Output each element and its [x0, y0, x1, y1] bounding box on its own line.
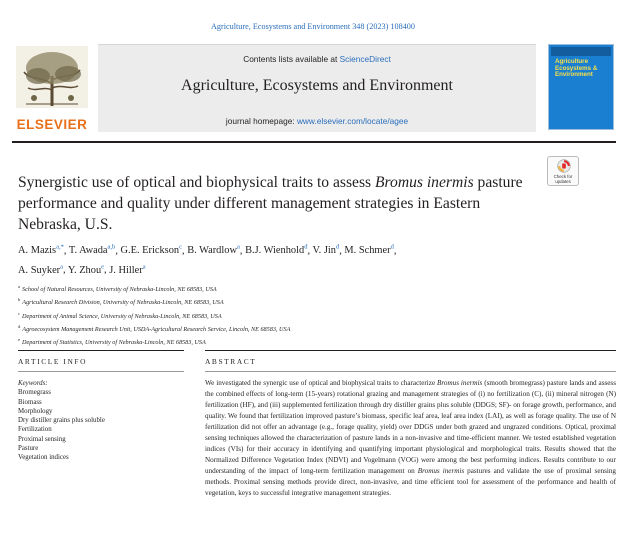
elsevier-tree-icon — [16, 46, 88, 108]
check-for-updates-button[interactable] — [547, 156, 579, 186]
article-title — [18, 172, 528, 235]
check-updates-label: Check for updates — [553, 174, 573, 184]
abstract-heading: ABSTRACT — [205, 357, 257, 366]
article-info-rule — [18, 371, 184, 372]
header-rule — [12, 141, 616, 143]
sciencedirect-link[interactable]: ScienceDirect — [339, 54, 391, 64]
author-list: A. Mazis$^{a,*}$, T. Awada$^{a,b}$, G.E. Erickson$^c$, B. Wardlow$^a$, B.J. Wienhold$^d$, V. Jin$^d$, M. Schmer$^d$, A. Suyker$^a$, Y. Zhou$^e$, J. Hiller$^a$ — [18, 244, 397, 276]
homepage-line — [98, 116, 536, 126]
cover-band — [551, 47, 611, 56]
affiliation: $^a$ School of Natural Resources, University of Nebraska-Lincoln, NE 68583, USA — [18, 284, 217, 294]
title-part-1: Synergistic use of optical and biophysical traits to assess — [18, 174, 376, 191]
article-info-heading: ARTICLE INFO — [18, 357, 88, 366]
keyword: Biomass — [18, 398, 42, 406]
check-updates-icon — [557, 159, 571, 173]
author[interactable]: A. Mazis$^{a,*}$ — [18, 244, 64, 257]
contents-line — [98, 54, 536, 64]
keyword: Vegetation indices — [18, 454, 69, 462]
abstract-top-rule — [205, 350, 616, 351]
author[interactable]: B.J. Wienhold$^d$ — [245, 244, 308, 257]
affiliation-list — [18, 282, 578, 349]
author[interactable]: G.E. Erickson$^c$ — [120, 244, 182, 257]
author[interactable]: B. Wardlow$^a$ — [187, 244, 240, 257]
keyword: Bromegrass — [18, 389, 51, 397]
author[interactable]: A. Suyker$^a$ — [18, 263, 64, 276]
author[interactable]: V. Jin$^d$ — [312, 244, 340, 257]
affiliation: $^c$ Department of Animal Science, University of Nebraska-Lincoln, NE 68583, USA — [18, 310, 222, 320]
author[interactable]: T. Awada$^{a,b}$ — [68, 244, 116, 257]
elsevier-logo — [12, 44, 92, 132]
journal-masthead — [98, 44, 536, 132]
author[interactable]: J. Hiller$^a$ — [109, 263, 146, 276]
title-part-2: pasture performance and quality under different management strategies in Eastern Nebraska, U.S. — [18, 174, 523, 233]
article-info-top-rule — [18, 350, 184, 351]
homepage-link[interactable]: www.elsevier.com/locate/agee — [296, 116, 409, 126]
journal-citation[interactable]: Agriculture, Ecosystems and Environment 348 (2023) 108400 — [211, 22, 415, 31]
keyword: Proximal sensing — [18, 435, 66, 443]
author[interactable]: M. Schmer$^d$ — [344, 244, 394, 257]
author[interactable]: Y. Zhou$^e$ — [67, 263, 105, 276]
keyword: Fertilization — [18, 426, 52, 434]
abstract-rule — [205, 371, 616, 372]
affiliation: $^d$ Agroecosystem Management Research Unit, USDA-Agricultural Research Service, Lincoln, NE 68583, USA — [18, 324, 291, 334]
title-species: Bromus inermis — [375, 174, 474, 191]
abstract-text: We investigated the synergic use of optical and biophysical traits to characterize Bromus inermis (smooth bromegrass) pasture lands and assess the combined effects of long-term (15-years) rotational grazing and management strategies of (i) no fertilization (C), (ii) mineral nitrogen (N) fertilization (HF), and (iii) supplemented fertilization through dry distiller grains plus soluble (DDGS; SF)- on forage growth, performance, and quality. We found that fertilization improved pasture’s biomass, specific leaf area, leaf area index (LAI), as well as forage quality. The use of N fertilization did not offer an advantage (e.g., forage quality, yield) over DDGS under both grazed and ungrazed conditions. Optical, proximal sensing techniques allowed the characterization of pasture lands in a non-invasive and time-efficient manner. We tested established vegetation indices (VIs) for their accuracy in identifying and quantifying important physiological and morphological traits. Results showed that the Normalized Difference Vegetation Index (NDVI) and Vogelmann (VOG) were among the best performing indices. Results contribute to our understanding of the impact of long-term fertilization management on Bromus inermis pastures and validate the use of proximal sensing methods. Proximal sensing methods provide direct, non-invasive, and time efficient tool for assessment of the performance and health of vegetation, keys to successful integrative management strategies. — [205, 379, 616, 498]
contents-prefix: Contents lists available at — [243, 54, 340, 64]
cover-title: Agriculture Ecosystems & Environment — [555, 58, 598, 79]
keyword: Pasture — [18, 445, 39, 453]
affiliation: $^e$ Department of Statistics, University of Nebraska-Lincoln, NE 68583, USA — [18, 337, 206, 347]
keyword: Morphology — [18, 407, 53, 415]
affiliation: $^b$ Agricultural Research Division, University of Nebraska-Lincoln, NE 68583, USA — [18, 297, 224, 307]
keywords-list — [18, 379, 188, 463]
homepage-prefix: journal homepage: — [225, 116, 297, 126]
journal-title: Agriculture, Ecosystems and Environment — [181, 77, 453, 94]
journal-cover[interactable] — [548, 44, 614, 130]
publisher-name: ELSEVIER — [16, 117, 88, 132]
journal-header — [12, 44, 616, 134]
keyword: Dry distiller grains plus soluble — [18, 417, 105, 425]
keywords-label: Keywords: — [18, 380, 48, 387]
